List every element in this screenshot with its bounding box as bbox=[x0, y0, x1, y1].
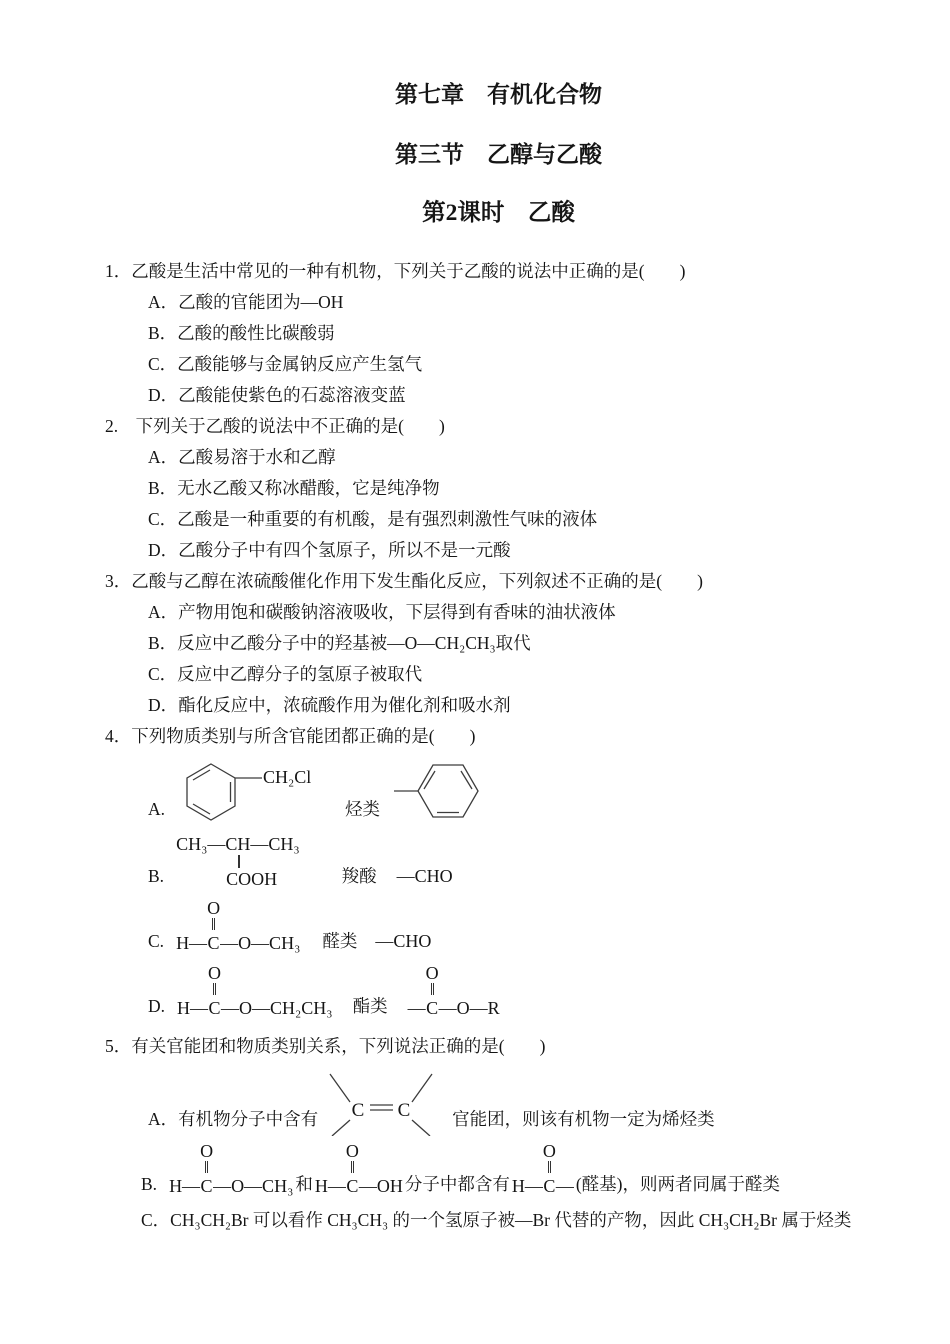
carbonyl-oxygen: O bbox=[200, 1141, 214, 1161]
carbonyl-stack bbox=[207, 899, 220, 954]
formula-right: —O—CH₃ bbox=[220, 933, 301, 953]
question-3 bbox=[105, 566, 892, 721]
double-bond bbox=[548, 1161, 551, 1173]
question-1-stem: 1．乙酸是生活中常见的一种有机物，下列关于乙酸的说法中正确的是( ) bbox=[105, 261, 686, 281]
carbon-atom: C bbox=[351, 1100, 365, 1121]
question-3-option-a: A．产物用饱和碳酸钠溶液吸收，下层得到有香味的油状液体 bbox=[148, 602, 616, 622]
question-4-option-a bbox=[105, 758, 892, 822]
benzyl-chloride-structure bbox=[177, 758, 319, 822]
carbonyl-stack bbox=[543, 1142, 556, 1197]
double-bond bbox=[212, 918, 215, 930]
question-1-option-b: B．乙酸的酸性比碳酸弱 bbox=[148, 323, 335, 343]
carbonyl-carbon: C bbox=[207, 933, 220, 953]
formula-left: H— bbox=[177, 998, 209, 1018]
question-3-option-b: B．反应中乙酸分子中的羟基被—O—CH₂CH₃取代 bbox=[148, 633, 531, 653]
question-4-option-d bbox=[105, 964, 892, 1019]
option-c-label: C. bbox=[148, 931, 165, 951]
functional-group-label: —CHO bbox=[375, 931, 432, 951]
formyl-group-structure bbox=[512, 1142, 574, 1197]
carbonyl-oxygen: O bbox=[542, 1141, 556, 1161]
carbonyl-carbon: C bbox=[208, 998, 221, 1018]
question-4 bbox=[105, 721, 892, 1019]
double-bond bbox=[213, 983, 216, 995]
double-bond bbox=[431, 983, 434, 995]
double-bond bbox=[205, 1161, 208, 1173]
carbonyl-carbon: C bbox=[426, 998, 439, 1018]
question-1-option-d: D．乙酸能使紫色的石蕊溶液变蓝 bbox=[148, 385, 406, 405]
option-a-label: A． bbox=[148, 1109, 179, 1129]
formula-left: H— bbox=[314, 1176, 346, 1196]
formula-left: — bbox=[407, 998, 426, 1018]
question-5-option-b bbox=[105, 1142, 892, 1197]
branched-acid-structure bbox=[176, 834, 300, 889]
carbonyl-oxygen: O bbox=[425, 963, 439, 983]
question-2-option-a: A．乙酸易溶于水和乙醇 bbox=[148, 447, 336, 467]
join-text-contains: 分子中都含有 bbox=[404, 1174, 510, 1194]
carbonyl-stack bbox=[208, 964, 221, 1019]
formic-acid-structure bbox=[315, 1142, 403, 1197]
question-5-option-c: C．CH₃CH₂Br 可以看作 CH₃CH₃ 的一个氢原子被—Br 代替的产物，因此 CH₃CH₂Br 属于烃类 bbox=[141, 1210, 852, 1230]
carboxyl-group: COOH bbox=[226, 869, 278, 889]
question-4-option-c bbox=[105, 899, 892, 954]
option-d-label: D. bbox=[148, 996, 166, 1016]
join-text-and: 和 bbox=[295, 1174, 313, 1194]
chapter-title: 第七章 有机化合物 bbox=[395, 82, 602, 107]
carbonyl-stack bbox=[346, 1142, 359, 1197]
category-label: 羧酸 bbox=[341, 866, 377, 886]
question-3-option-d: D．酯化反应中，浓硫酸作用为催化剂和吸水剂 bbox=[148, 695, 511, 715]
option-b-post-text: (醛基)，则两者同属于醛类 bbox=[575, 1174, 780, 1194]
benzene-ring-icon bbox=[177, 758, 263, 822]
option-a-post-text: 官能团，则该有机物一定为烯烃类 bbox=[452, 1109, 715, 1129]
category-label: 醛类 bbox=[322, 931, 358, 951]
carbonyl-oxygen: O bbox=[207, 898, 221, 918]
ester-structure bbox=[177, 964, 333, 1019]
formula-right: —OH bbox=[358, 1176, 403, 1196]
ester-structure bbox=[169, 1142, 293, 1197]
carbonyl-carbon: C bbox=[543, 1176, 556, 1196]
option-a-pre-text: 有机物分子中含有 bbox=[178, 1109, 319, 1129]
ester-structure bbox=[176, 899, 300, 954]
question-5-option-a bbox=[105, 1066, 892, 1132]
benzene-ring-structure bbox=[380, 759, 504, 828]
carbon-chain: CH₃—CH—CH₃ bbox=[176, 834, 300, 854]
carbonyl-stack bbox=[200, 1142, 213, 1197]
formula-right: —O—R bbox=[438, 998, 500, 1018]
double-bond bbox=[351, 1161, 354, 1173]
carbonyl-oxygen: O bbox=[345, 1141, 359, 1161]
formula-left: H— bbox=[169, 1176, 201, 1196]
formula-left: H— bbox=[176, 933, 208, 953]
question-5-stem: 5．有关官能团和物质类别关系，下列说法正确的是( ) bbox=[105, 1036, 546, 1056]
question-5 bbox=[105, 1031, 892, 1236]
question-4-stem: 4．下列物质类别与所含官能团都正确的是( ) bbox=[105, 726, 476, 746]
single-bond bbox=[238, 855, 240, 868]
category-label: 烃类 bbox=[345, 799, 381, 819]
option-b-label: B. bbox=[141, 1174, 158, 1194]
question-4-option-b bbox=[105, 834, 892, 889]
carbonyl-carbon: C bbox=[200, 1176, 213, 1196]
option-a-label: A. bbox=[148, 799, 166, 819]
functional-group-label: —CHO bbox=[396, 866, 453, 886]
question-1 bbox=[105, 256, 892, 411]
question-2-option-b: B．无水乙酸又称冰醋酸，它是纯净物 bbox=[148, 478, 440, 498]
question-1-option-a: A．乙酸的官能团为—OH bbox=[148, 292, 344, 312]
question-1-option-c: C．乙酸能够与金属钠反应产生氢气 bbox=[148, 354, 423, 374]
carbon-atom: C bbox=[397, 1100, 411, 1121]
formula-right: — bbox=[555, 1176, 574, 1196]
question-3-option-c: C．反应中乙醇分子的氢原子被取代 bbox=[148, 664, 423, 684]
carbonyl-stack bbox=[426, 964, 439, 1019]
question-2-option-c: C．乙酸是一种重要的有机酸，是有强烈刺激性气味的液体 bbox=[148, 509, 598, 529]
section-title: 第三节 乙醇与乙酸 bbox=[395, 142, 602, 167]
formula-left: H— bbox=[511, 1176, 543, 1196]
category-label: 酯类 bbox=[352, 996, 388, 1016]
formula-right: —O—CH₂CH₃ bbox=[221, 998, 333, 1018]
carbonyl-oxygen: O bbox=[208, 963, 222, 983]
question-2-option-d: D．乙酸分子中有四个氢原子，所以不是一元酸 bbox=[148, 540, 511, 560]
question-2-stem: 2. 下列关于乙酸的说法中不正确的是( ) bbox=[105, 416, 445, 436]
ester-group-structure bbox=[408, 964, 500, 1019]
substituent-label: CH₂Cl bbox=[263, 767, 312, 787]
lesson-title: 第2课时 乙酸 bbox=[422, 200, 575, 226]
alkene-double-bond-structure bbox=[316, 1066, 454, 1136]
carbonyl-carbon: C bbox=[346, 1176, 359, 1196]
benzene-ring-icon bbox=[392, 759, 504, 823]
question-2 bbox=[105, 411, 892, 566]
question-3-stem: 3．乙酸与乙醇在浓硫酸催化作用下发生酯化反应，下列叙述不正确的是( ) bbox=[105, 571, 703, 591]
formula-right: —O—CH₃ bbox=[213, 1176, 294, 1196]
option-b-label: B. bbox=[148, 866, 165, 886]
